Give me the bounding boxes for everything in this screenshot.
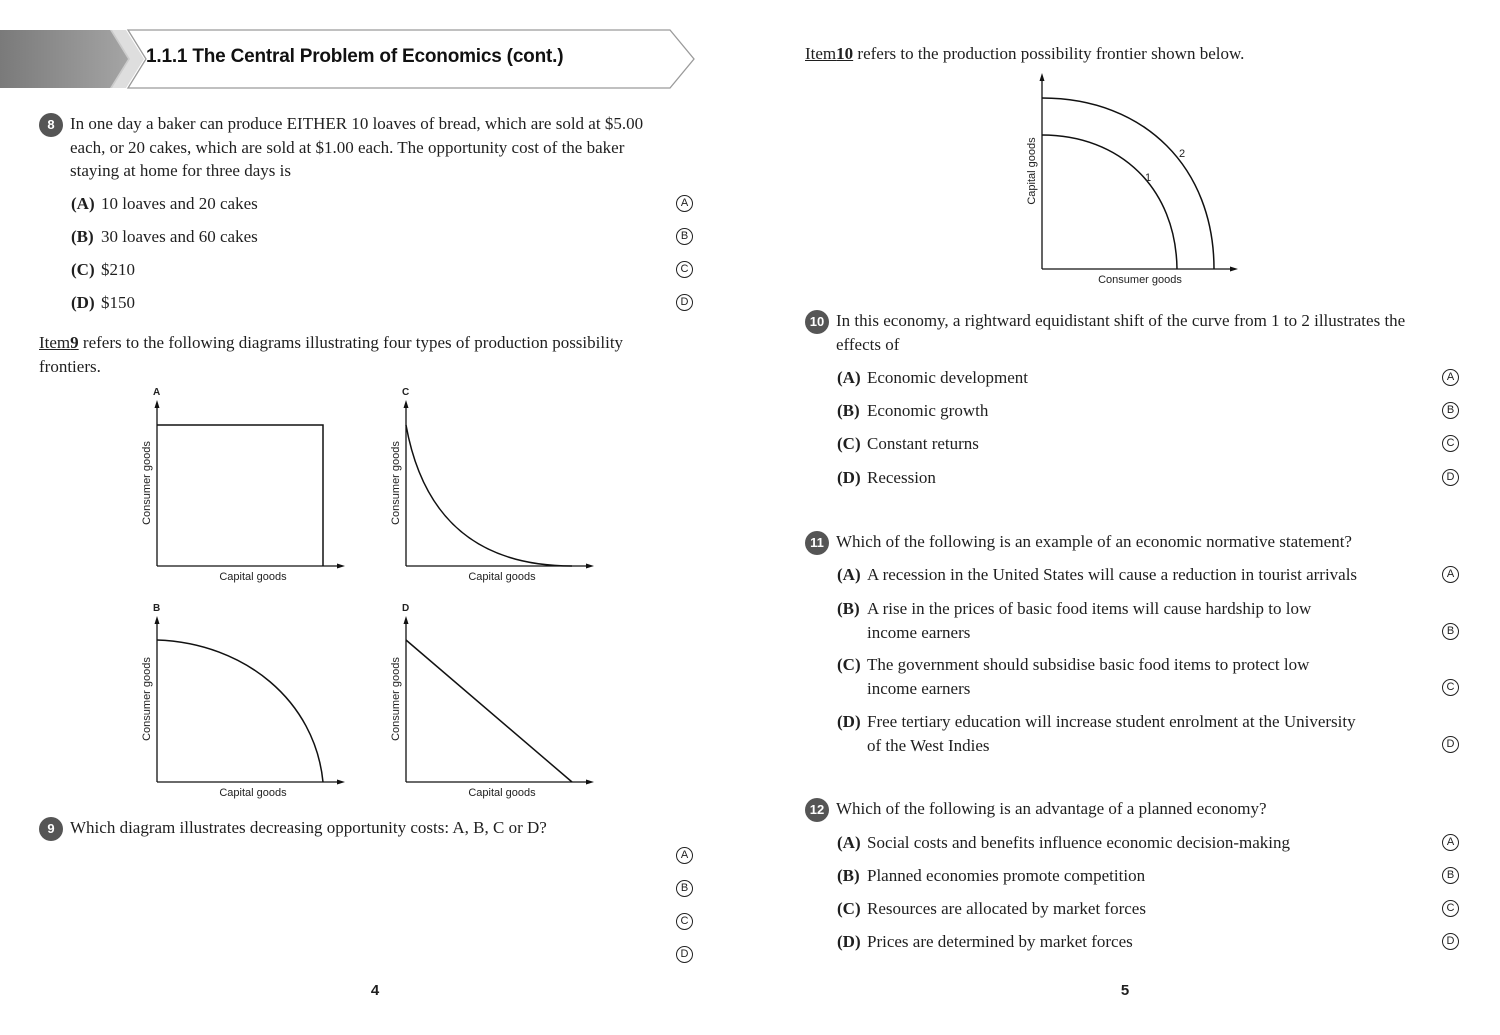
answer-circle-a[interactable]: A <box>676 195 693 212</box>
ppf-diagram-b <box>135 601 355 801</box>
ppf-shift-diagram <box>1020 68 1260 288</box>
option-letter: (A) <box>837 833 861 852</box>
ppf-curve-2 <box>1042 98 1214 269</box>
question-12-text: Which of the following is an advantage of a planned economy? <box>836 799 1267 818</box>
diagram-letter: D <box>402 603 410 614</box>
ppf-curve-convex <box>406 425 572 566</box>
x-axis-label: Capital goods <box>468 787 536 799</box>
item-ref-number: 9 <box>70 333 79 352</box>
answer-circle-b[interactable]: B <box>1442 402 1459 419</box>
option-text-line-2: income earners <box>867 678 971 698</box>
item-9-intro-line-1 <box>39 331 699 355</box>
option-letter: (D) <box>71 293 95 312</box>
answer-circle-d[interactable]: D <box>1442 736 1459 753</box>
x-axis-arrow <box>586 564 594 569</box>
option-text: Recession <box>867 468 936 487</box>
curve-2-label: 2 <box>1178 148 1186 160</box>
question-number-9: 9 <box>39 817 63 841</box>
answer-circle-d[interactable]: D <box>676 946 693 963</box>
option-text: Constant returns <box>867 434 979 453</box>
item-9-intro <box>39 331 699 378</box>
option-text: 30 loaves and 60 cakes <box>101 227 258 246</box>
section-title: 1.1.1 The Central Problem of Economics (cont.) <box>146 46 564 67</box>
diagram-letter: C <box>402 387 410 398</box>
option-letter: (B) <box>71 227 94 246</box>
option-letter: (C) <box>837 434 861 453</box>
option-text: Prices are determined by market forces <box>867 932 1133 951</box>
answer-circle-d[interactable]: D <box>1442 933 1459 950</box>
option-text: Planned economies promote competition <box>867 866 1146 885</box>
option-letter: (D) <box>837 712 861 731</box>
x-axis-label: Capital goods <box>468 571 536 583</box>
option-letter: (C) <box>837 655 861 674</box>
answer-circle-d[interactable]: D <box>1442 469 1459 486</box>
option-text-line-1: Free tertiary education will increase student enrolment at the University <box>867 712 1356 731</box>
x-axis-label: Capital goods <box>219 787 287 799</box>
option-letter: (A) <box>71 194 95 213</box>
ppf-diagram-d <box>384 601 604 801</box>
ppf-straight-line <box>406 640 572 782</box>
answer-circle-d[interactable]: D <box>676 294 693 311</box>
ppf-diagram-a <box>135 385 355 585</box>
item-ref-rest: refers to the following diagrams illustrating four types of production possibility <box>78 333 624 352</box>
option-letter: (D) <box>837 932 861 951</box>
question-9-text: Which diagram illustrates decreasing opportunity costs: A, B, C or D? <box>70 818 547 837</box>
option-letter: (C) <box>71 260 95 279</box>
question-10-line-2: effects of <box>836 334 900 354</box>
y-axis-label: Consumer goods <box>141 441 153 525</box>
answer-circle-c[interactable]: C <box>1442 900 1459 917</box>
answer-circle-a[interactable]: A <box>1442 566 1459 583</box>
question-number-11: 11 <box>805 531 829 555</box>
option-letter: (A) <box>837 368 861 387</box>
y-axis-label: Consumer goods <box>141 657 153 741</box>
item-ref-word: Item <box>39 333 71 352</box>
answer-circle-b[interactable]: B <box>1442 623 1459 640</box>
answer-circle-b[interactable]: B <box>676 228 693 245</box>
question-number-10: 10 <box>805 310 829 334</box>
x-axis-arrow <box>337 780 345 785</box>
option-letter: (A) <box>837 565 861 584</box>
answer-circle-a[interactable]: A <box>676 847 693 864</box>
y-axis-label: Capital goods <box>1026 137 1038 205</box>
y-axis-arrow <box>155 616 160 624</box>
option-text-line-1: A recession in the United States will cause a reduction in tourist arrivals <box>867 565 1358 584</box>
page-number: 4 <box>370 982 380 999</box>
answer-circle-a[interactable]: A <box>1442 834 1459 851</box>
diagram-letter: B <box>153 603 161 614</box>
page-number: 5 <box>1120 982 1130 999</box>
right-page <box>750 0 1500 1035</box>
y-axis-arrow <box>1040 73 1045 81</box>
option-text: 10 loaves and 20 cakes <box>101 194 258 213</box>
x-axis-arrow <box>586 780 594 785</box>
option-text-line-1: A rise in the prices of basic food items will cause hardship to low <box>867 599 1312 618</box>
y-axis-label: Consumer goods <box>390 441 402 525</box>
option-letter: (B) <box>837 401 860 420</box>
option-letter: (B) <box>837 866 860 885</box>
answer-circle-c[interactable]: C <box>676 913 693 930</box>
curve-1-label: 1 <box>1144 172 1152 184</box>
answer-circle-a[interactable]: A <box>1442 369 1459 386</box>
option-text: $150 <box>101 293 135 312</box>
y-axis-arrow <box>404 616 409 624</box>
option-letter: (C) <box>837 899 861 918</box>
option-text: Economic growth <box>867 401 989 420</box>
x-axis-arrow <box>337 564 345 569</box>
option-letter: (D) <box>837 468 861 487</box>
diagram-letter: A <box>153 387 161 398</box>
x-axis-label: Capital goods <box>219 571 287 583</box>
option-text-line-2: of the West Indies <box>867 735 990 755</box>
option-text-line-1: The government should subsidise basic food items to protect low <box>867 655 1310 674</box>
ppf-curve-rectangle <box>157 425 323 566</box>
question-8-line-1: In one day a baker can produce EITHER 10 loaves of bread, which are sold at $5.00 <box>70 114 644 133</box>
question-10-text <box>836 309 1456 356</box>
answer-circle-b[interactable]: B <box>1442 867 1459 884</box>
answer-circle-c[interactable]: C <box>1442 435 1459 452</box>
question-8-line-3: staying at home for three days is <box>70 161 291 180</box>
question-10-line-1: In this economy, a rightward equidistant shift of the curve from 1 to 2 illustrates the <box>836 311 1406 330</box>
answer-circle-c[interactable]: C <box>676 261 693 278</box>
question-8-text <box>70 112 690 183</box>
y-axis-arrow <box>155 400 160 408</box>
x-axis-arrow <box>1230 267 1238 272</box>
question-8-line-2: each, or 20 cakes, which are sold at $1.00 each. The opportunity cost of the baker <box>70 137 625 157</box>
option-text: Resources are allocated by market forces <box>867 899 1146 918</box>
question-number-8: 8 <box>39 113 63 137</box>
item-10-intro <box>805 42 1455 66</box>
item-ref-rest: refers to the production possibility frontier shown below. <box>853 44 1245 63</box>
ppf-curve-1 <box>1042 135 1177 269</box>
option-text-line-2: income earners <box>867 622 971 642</box>
answer-circle-c[interactable]: C <box>1442 679 1459 696</box>
item-ref-word: Item <box>805 44 837 63</box>
y-axis-arrow <box>404 400 409 408</box>
option-text: Social costs and benefits influence economic decision-making <box>867 833 1290 852</box>
ppf-curve-concave <box>157 640 323 782</box>
option-letter: (B) <box>837 599 860 618</box>
option-text: Economic development <box>867 368 1028 387</box>
item-ref-number: 10 <box>836 44 854 63</box>
section-header-banner <box>0 29 700 89</box>
item-9-intro-line-2: frontiers. <box>39 356 101 376</box>
y-axis-label: Consumer goods <box>390 657 402 741</box>
ppf-diagram-c <box>384 385 604 585</box>
x-axis-label: Consumer goods <box>1098 274 1182 286</box>
option-text: $210 <box>101 260 135 279</box>
question-11-text: Which of the following is an example of an economic normative statement? <box>836 532 1352 551</box>
answer-circle-b[interactable]: B <box>676 880 693 897</box>
question-number-12: 12 <box>805 798 829 822</box>
